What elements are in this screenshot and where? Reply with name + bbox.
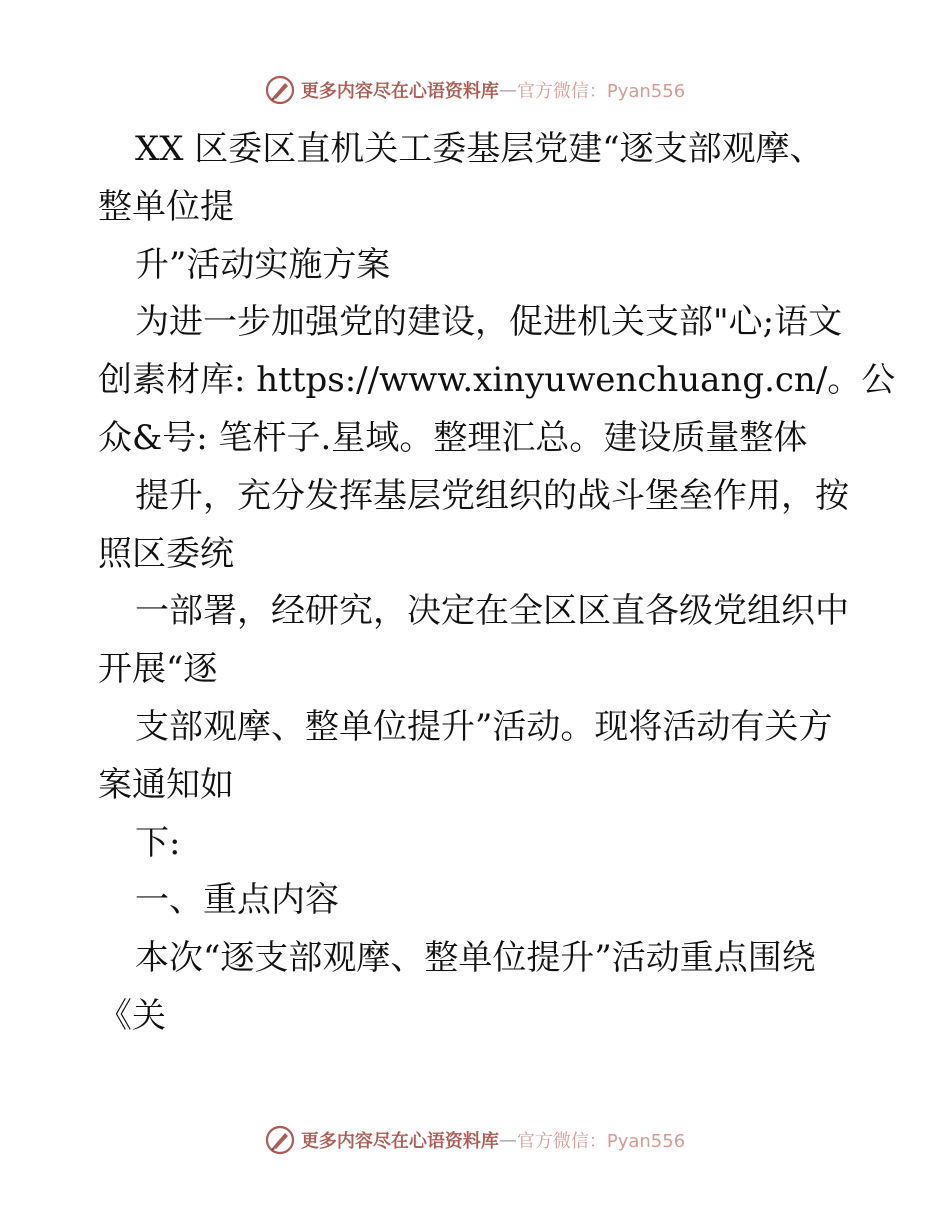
paragraph-line: 支部观摩、整单位提升”活动。现将活动有关方 [135,706,833,747]
paragraph-line: 提升，充分发挥基层党组织的战斗堡垒作用，按 [135,475,849,516]
watermark-banner-top [0,70,950,110]
watermark-brand: 更多内容尽在心语资料库 [300,1131,499,1152]
paragraph-line: 本次“逐支部观摩、整单位提升”活动重点围绕 [135,938,816,979]
section-heading: 一、重点内容 [135,880,339,921]
paragraph-line: 照区委统 [98,533,234,574]
watermark-banner-bottom [0,1120,950,1160]
title-line-3: 升”活动实施方案 [135,244,391,285]
title-line-1: XX 区委区直机关工委基层党建“逐支部观摩、 [135,129,824,169]
paragraph-line: 下: [135,822,181,863]
paragraph-line: 为进一步加强党的建设，促进机关支部"心;语文 [135,302,843,343]
paragraph-line: 一部署，经研究，决定在全区区直各级党组织中 [135,591,849,632]
title-line-2: 整单位提 [98,186,234,227]
paragraph-line: 开展“逐 [98,649,218,690]
watermark-brand: 更多内容尽在心语资料库 [300,81,499,102]
quill-pen-icon [265,1125,295,1155]
paragraph-line: 案通知如 [98,764,234,805]
paragraph-line: 创素材库: https://www.xinyuwenchuang.cn/。公 [98,360,896,401]
watermark-separator: — [498,79,517,101]
document-body [98,121,896,1046]
watermark-wechat: 官方微信：Pyan556 [516,81,686,102]
watermark-separator: — [498,1129,517,1151]
quill-pen-icon [265,75,295,105]
paragraph-line: 《关 [98,995,166,1036]
paragraph-line: 众&号: 笔杆子.星域。整理汇总。建设质量整体 [98,417,808,458]
watermark-wechat: 官方微信：Pyan556 [516,1131,686,1152]
